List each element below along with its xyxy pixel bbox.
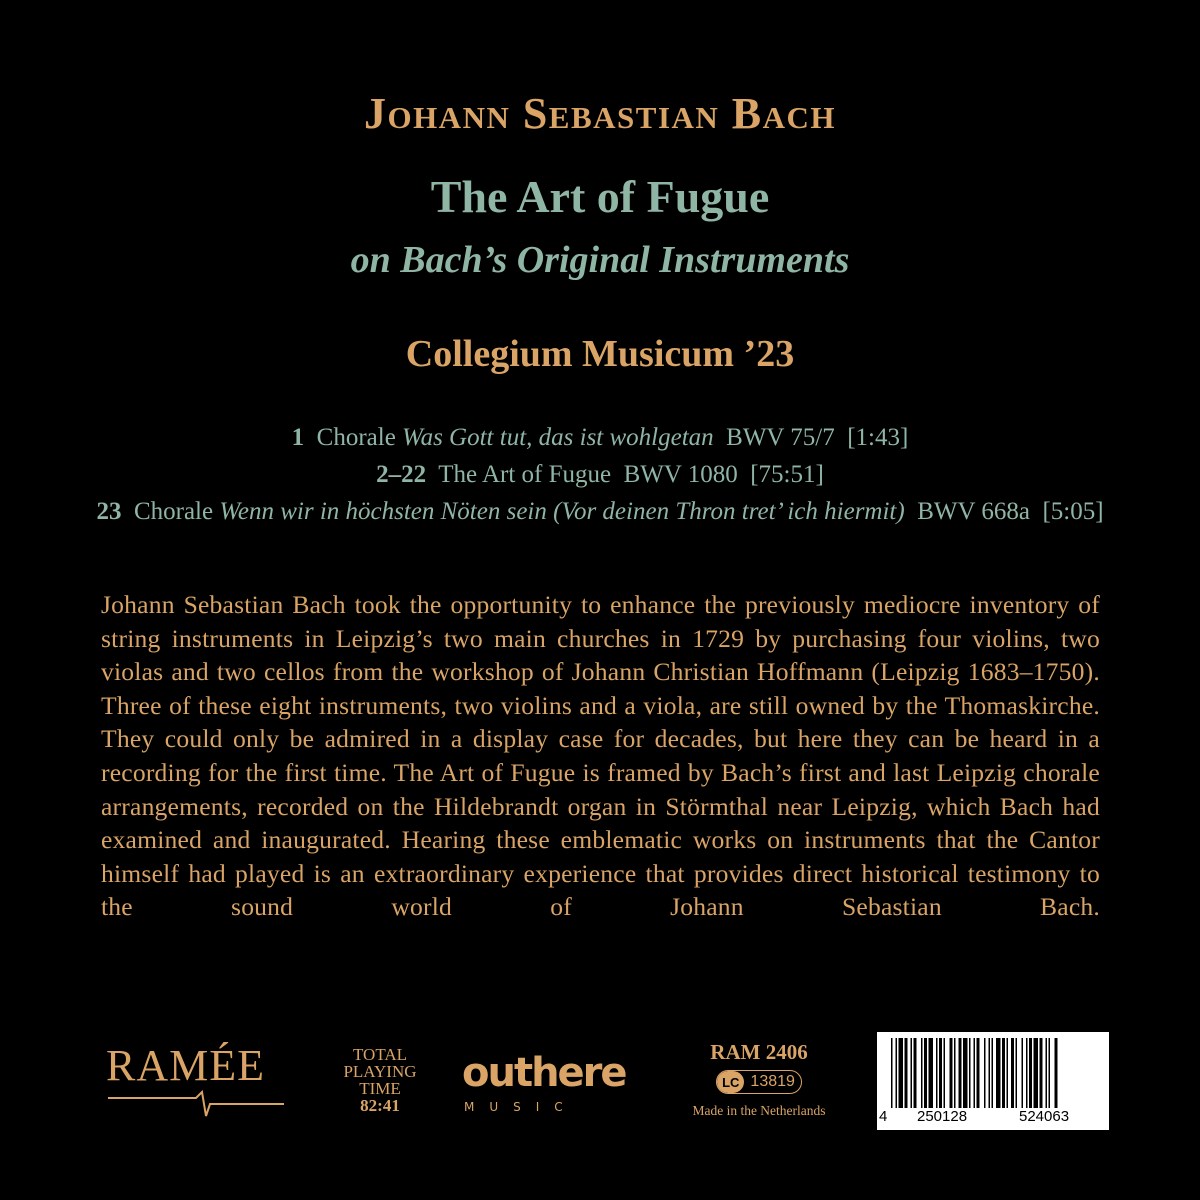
barcode: [877, 1032, 1109, 1130]
track-duration: [1:43]: [847, 424, 909, 451]
track-duration: [75:51]: [750, 461, 824, 488]
track-number: 23: [96, 498, 122, 525]
playing-time-label: PLAYING: [343, 1062, 417, 1081]
track-work: Was Gott tut, das ist wohlgetan: [402, 424, 714, 451]
distributor-name: outhere: [462, 1050, 626, 1096]
label-logo: [106, 1040, 286, 1120]
barcode-digit-first: 4: [879, 1108, 888, 1125]
barcode-digits-left: 250128: [917, 1108, 968, 1125]
album-description: Johann Sebastian Bach took the opportunity to enhance the previously mediocre inventory of string instruments in Leipzig’s two main churches in 1729 by purchasing four violins, two violas and two cellos from the workshop of Johann Christian Hoffmann (Leipzig 1683–1750). Three of these eight instruments, two violins and a viola, are still owned by the Thomaskirche. They could only be admired in a display case for decades, but here they can be heard in a recording for the first time. The Art of Fugue is framed by Bach’s first and last Leipzig chorale arrangements, recorded on the Hildebrandt organ in Störmthal near Leipzig, which Bach had examined and inaugurated. Hearing these emblematic works on instruments that the Cantor himself had played is an extraordinary experience that provides direct historical testimony to the sound world of Johann Sebastian Bach.: [101, 590, 1100, 922]
track-listing-item: [0, 498, 1200, 526]
track-listing-item: [0, 461, 1200, 489]
album-subtitle: on Bach’s Original Instruments: [350, 239, 850, 281]
track-catalog: BWV 668a: [917, 498, 1030, 525]
country-of-manufacture: Made in the Netherlands: [692, 1103, 826, 1118]
catalog-number: RAM 2406: [710, 1040, 808, 1064]
label-curve-icon: [106, 1090, 286, 1120]
track-work: The Art of Fugue: [438, 461, 612, 488]
track-catalog: BWV 75/7: [726, 424, 835, 451]
distributor-subtitle: MUSIC: [464, 1100, 578, 1114]
label-code-badge: [716, 1070, 802, 1094]
catalog-info: [684, 1040, 834, 1119]
track-catalog: BWV 1080: [623, 461, 738, 488]
track-listing-item: [0, 424, 1200, 452]
barcode-digits-right: 524063: [1019, 1108, 1070, 1125]
distributor-logo: [462, 1050, 632, 1120]
track-number: 1: [291, 424, 305, 451]
label-name: RAMÉE: [106, 1041, 265, 1090]
total-playing-time: [340, 1046, 420, 1114]
playing-time-label: TOTAL: [352, 1045, 408, 1064]
track-duration: [5:05]: [1042, 498, 1104, 525]
barcode-bars-icon: [877, 1032, 1109, 1130]
label-code-prefix: LC: [717, 1071, 744, 1093]
track-work: Wenn wir in höchsten Nöten sein (Vor deinen Thron tret’ ich hiermit): [219, 498, 905, 525]
album-title: The Art of Fugue: [430, 171, 770, 222]
playing-time-label: TIME: [359, 1079, 401, 1098]
label-code-number: 13819: [750, 1073, 795, 1090]
composer-name: Johann Sebastian Bach: [363, 89, 837, 138]
track-number: 2–22: [376, 461, 427, 488]
track-genre: Chorale: [133, 498, 214, 525]
playing-time-value: 82:41: [360, 1096, 400, 1115]
ensemble-name: Collegium Musicum ’23: [405, 333, 795, 375]
track-genre: Chorale: [316, 424, 396, 451]
label-code-row: [684, 1069, 834, 1095]
